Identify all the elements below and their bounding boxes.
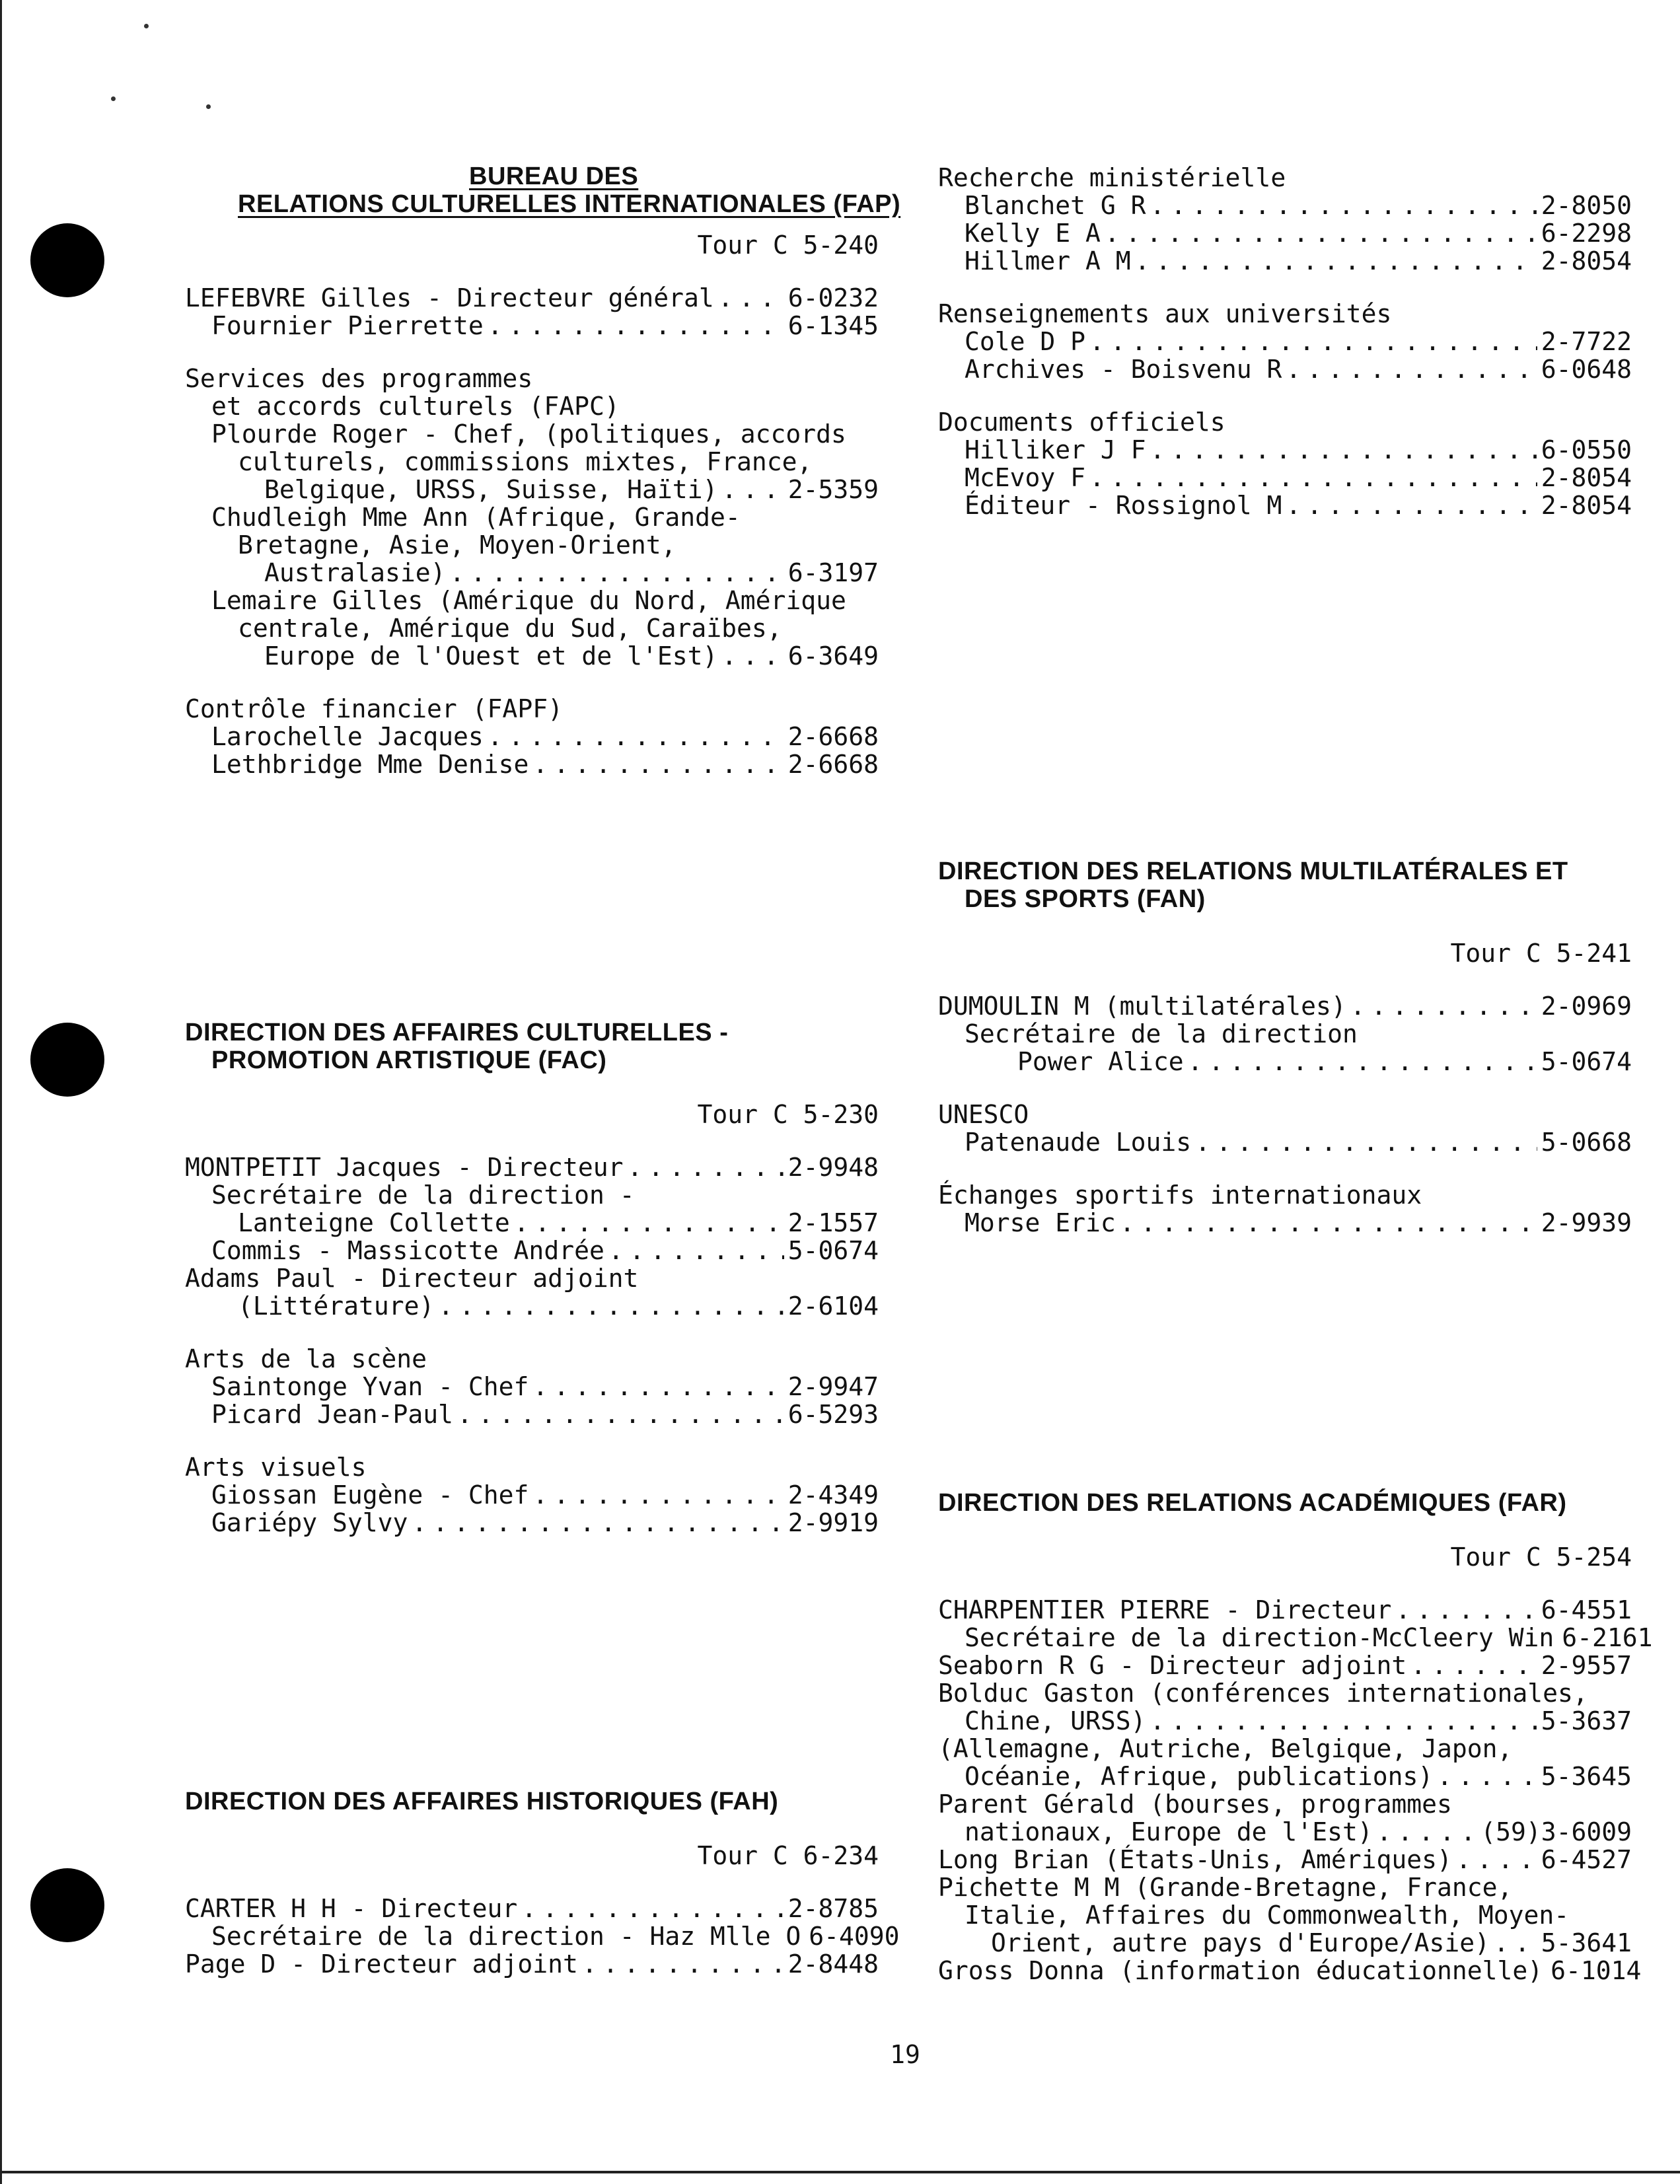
section-title: DIRECTION DES RELATIONS ACADÉMIQUES (FAR) bbox=[938, 1489, 1567, 1517]
entry-name: Gariépy Sylvy bbox=[211, 1508, 408, 1537]
entry-name: Lethbridge Mme Denise bbox=[211, 750, 529, 779]
directory-entry bbox=[185, 1401, 879, 1428]
directory-entry bbox=[938, 1707, 1632, 1735]
directory-entry bbox=[938, 1623, 1653, 1652]
page-number: 19 bbox=[890, 2040, 920, 2069]
entry-phone: 2-0969 bbox=[1541, 992, 1632, 1021]
entry-name: Lanteigne Collette bbox=[238, 1208, 510, 1237]
directory-entry bbox=[185, 1509, 879, 1537]
entry-name: LEFEBVRE Gilles - Directeur général bbox=[185, 283, 714, 312]
entry-name: Cole D P bbox=[965, 327, 1086, 356]
entry-name: Larochelle Jacques bbox=[211, 722, 484, 751]
scan-speck bbox=[144, 24, 149, 28]
section-title: RELATIONS CULTURELLES INTERNATIONALES (FAP) bbox=[238, 190, 901, 218]
tour-location: Tour C 5-241 bbox=[1450, 939, 1632, 968]
directory-entry bbox=[185, 642, 879, 670]
subsection-title: UNESCO bbox=[938, 1100, 1029, 1129]
entry-name: McEvoy F bbox=[965, 463, 1086, 492]
tour-location: Tour C 5-240 bbox=[697, 231, 879, 260]
entry-phone: 2-8054 bbox=[1541, 246, 1632, 275]
entry-phone: 2-9557 bbox=[1541, 1651, 1632, 1680]
directory-entry bbox=[938, 328, 1632, 355]
entry-name: Océanie, Afrique, publications) bbox=[965, 1762, 1434, 1791]
directory-entry bbox=[185, 476, 879, 503]
entry-phone: 6-0232 bbox=[787, 283, 879, 312]
entry-name: Page D - Directeur adjoint bbox=[185, 1949, 578, 1979]
entry-name: nationaux, Europe de l'Est) bbox=[965, 1817, 1373, 1846]
section-title: DIRECTION DES RELATIONS MULTILATÉRALES ET bbox=[938, 857, 1568, 885]
entry-name: Chine, URSS) bbox=[965, 1706, 1146, 1735]
directory-entry bbox=[185, 1950, 879, 1978]
scan-speck bbox=[111, 96, 116, 101]
subsection-title: Arts visuels bbox=[185, 1453, 367, 1482]
binder-hole-top bbox=[30, 223, 104, 297]
entry-name: MONTPETIT Jacques - Directeur bbox=[185, 1153, 624, 1182]
entry-name: Orient, autre pays d'Europe/Asie) bbox=[991, 1928, 1490, 1957]
entry-name: Secrétaire de la direction - Haz Mlle O bbox=[211, 1922, 801, 1951]
section-recherche bbox=[938, 164, 1632, 519]
entry-name: Fournier Pierrette bbox=[211, 311, 484, 340]
entry-text: Parent Gérald (bourses, programmes bbox=[938, 1790, 1452, 1819]
entry-phone: 2-8448 bbox=[787, 1949, 879, 1979]
entry-phone: 6-0648 bbox=[1541, 355, 1632, 384]
entry-name: Europe de l'Ouest et de l'Est) bbox=[264, 641, 718, 671]
entry-phone: (59)3-6009 bbox=[1480, 1817, 1632, 1846]
entry-phone: 2-8054 bbox=[1541, 463, 1632, 492]
directory-entry bbox=[938, 1846, 1632, 1874]
directory-entry bbox=[185, 1895, 879, 1922]
bottom-border-line bbox=[0, 2171, 1680, 2173]
entry-phone: 5-0674 bbox=[787, 1236, 879, 1265]
section-title: BUREAU DES bbox=[469, 163, 639, 190]
entry-phone: 6-5293 bbox=[787, 1400, 879, 1429]
directory-entry bbox=[185, 1209, 879, 1237]
directory-entry bbox=[938, 1929, 1632, 1957]
subsection-title: Arts de la scène bbox=[185, 1344, 427, 1373]
entry-name: Archives - Boisvenu R bbox=[965, 355, 1282, 384]
scan-speck bbox=[206, 104, 211, 109]
directory-entry bbox=[938, 1596, 1632, 1624]
entry-text: Italie, Affaires du Commonwealth, Moyen- bbox=[965, 1901, 1570, 1930]
directory-entry bbox=[185, 1481, 879, 1509]
tour-location: Tour C 5-230 bbox=[697, 1100, 879, 1129]
directory-entry bbox=[938, 491, 1632, 519]
section-fah bbox=[185, 1788, 900, 1979]
entry-phone: 6-0550 bbox=[1541, 435, 1632, 464]
entry-name: Gross Donna (information éducationnelle) bbox=[938, 1956, 1543, 1985]
entry-name: Morse Eric bbox=[965, 1208, 1116, 1237]
entry-text: Plourde Roger - Chef, (politiques, accords bbox=[211, 419, 846, 449]
entry-phone: 5-0668 bbox=[1541, 1128, 1632, 1157]
directory-entry bbox=[938, 1048, 1632, 1075]
entry-text: Adams Paul - Directeur adjoint bbox=[185, 1264, 639, 1293]
entry-phone: 6-2298 bbox=[1541, 219, 1632, 248]
entry-name: Patenaude Louis bbox=[965, 1128, 1192, 1157]
directory-entry bbox=[185, 1922, 900, 1951]
directory-entry bbox=[938, 247, 1632, 275]
directory-entry bbox=[938, 1209, 1632, 1237]
entry-text: Secrétaire de la direction - bbox=[211, 1181, 635, 1210]
entry-phone: 2-5359 bbox=[787, 475, 879, 504]
directory-entry bbox=[938, 355, 1632, 383]
entry-name: Secrétaire de la direction-McCleery Win bbox=[965, 1623, 1554, 1652]
entry-phone: 6-3649 bbox=[787, 641, 879, 671]
entry-text: Secrétaire de la direction bbox=[965, 1019, 1358, 1048]
left-border-line bbox=[0, 0, 2, 2184]
directory-entry bbox=[185, 750, 879, 778]
entry-phone: 2-9947 bbox=[787, 1372, 879, 1401]
entry-name: Éditeur - Rossignol M bbox=[965, 491, 1282, 520]
entry-text: (Allemagne, Autriche, Belgique, Japon, bbox=[938, 1734, 1513, 1763]
entry-text: Chudleigh Mme Ann (Afrique, Grande- bbox=[211, 503, 741, 532]
subsection-title: Documents officiels bbox=[938, 408, 1225, 437]
section-title: DES SPORTS (FAN) bbox=[965, 885, 1206, 913]
directory-entry bbox=[185, 1373, 879, 1401]
entry-phone: 5-3637 bbox=[1541, 1706, 1632, 1735]
entry-name: Giossan Eugène - Chef bbox=[211, 1480, 529, 1510]
binder-hole-bottom bbox=[30, 1868, 104, 1942]
entry-phone: 2-9948 bbox=[787, 1153, 879, 1182]
entry-name: Hillmer A M bbox=[965, 246, 1131, 275]
directory-entry bbox=[185, 1292, 879, 1320]
entry-phone: 2-8054 bbox=[1541, 491, 1632, 520]
section-fan bbox=[938, 857, 1632, 1237]
entry-name: Kelly E A bbox=[965, 219, 1101, 248]
entry-phone: 2-1557 bbox=[787, 1208, 879, 1237]
directory-entry bbox=[938, 1128, 1632, 1156]
subsection-title: et accords culturels (FAPC) bbox=[211, 392, 620, 421]
entry-name: Seaborn R G - Directeur adjoint bbox=[938, 1651, 1407, 1680]
subsection-title: Contrôle financier (FAPF) bbox=[185, 694, 563, 723]
entry-phone: 5-3641 bbox=[1541, 1928, 1632, 1957]
entry-text: centrale, Amérique du Sud, Caraïbes, bbox=[238, 614, 782, 643]
entry-phone: 2-4349 bbox=[787, 1480, 879, 1510]
entry-text: Bretagne, Asie, Moyen-Orient, bbox=[238, 530, 676, 560]
section-title: DIRECTION DES AFFAIRES CULTURELLES - bbox=[185, 1019, 729, 1046]
directory-entry bbox=[938, 192, 1632, 219]
section-title: DIRECTION DES AFFAIRES HISTORIQUES (FAH) bbox=[185, 1788, 779, 1815]
entry-phone: 5-0674 bbox=[1541, 1047, 1632, 1076]
entry-phone: 2-6668 bbox=[787, 722, 879, 751]
section-bureau-fap bbox=[185, 163, 901, 779]
entry-phone: 2-6668 bbox=[787, 750, 879, 779]
directory-entry bbox=[185, 723, 879, 750]
subsection-title: Services des programmes bbox=[185, 364, 533, 393]
entry-name: Australasie) bbox=[264, 558, 446, 587]
entry-phone: 2-8785 bbox=[787, 1894, 879, 1923]
entry-text: culturels, commissions mixtes, France, bbox=[238, 447, 813, 476]
entry-phone: 6-3197 bbox=[787, 558, 879, 587]
subsection-title: Renseignements aux universités bbox=[938, 299, 1392, 328]
entry-phone: 2-9939 bbox=[1541, 1208, 1632, 1237]
entry-text: Bolduc Gaston (conférences internationales, bbox=[938, 1679, 1588, 1708]
entry-phone: 6-1345 bbox=[787, 311, 879, 340]
entry-phone: 6-1014 bbox=[1551, 1956, 1642, 1985]
entry-name: DUMOULIN M (multilatérales) bbox=[938, 992, 1346, 1021]
entry-text: Pichette M M (Grande-Bretagne, France, bbox=[938, 1873, 1513, 1902]
directory-entry bbox=[185, 284, 879, 312]
entry-name: Power Alice bbox=[1017, 1047, 1184, 1076]
directory-entry bbox=[938, 436, 1632, 464]
tour-location: Tour C 6-234 bbox=[697, 1841, 879, 1870]
entry-phone: 2-8050 bbox=[1541, 191, 1632, 220]
entry-name: CHARPENTIER PIERRE - Directeur bbox=[938, 1595, 1392, 1624]
entry-name: (Littérature) bbox=[238, 1292, 435, 1321]
entry-phone: 2-6104 bbox=[787, 1292, 879, 1321]
entry-name: Saintonge Yvan - Chef bbox=[211, 1372, 529, 1401]
entry-phone: 6-4551 bbox=[1541, 1595, 1632, 1624]
directory-entry bbox=[938, 1652, 1632, 1679]
directory-entry bbox=[938, 1763, 1632, 1790]
subsection-title: Échanges sportifs internationaux bbox=[938, 1181, 1422, 1210]
directory-entry bbox=[938, 1818, 1632, 1846]
binder-hole-middle bbox=[30, 1023, 104, 1097]
entry-name: Long Brian (États-Unis, Amériques) bbox=[938, 1845, 1452, 1874]
directory-entry bbox=[938, 992, 1632, 1020]
section-far bbox=[938, 1489, 1653, 1985]
entry-text: Lemaire Gilles (Amérique du Nord, Amérique bbox=[211, 586, 846, 615]
entry-name: Commis - Massicotte Andrée bbox=[211, 1236, 604, 1265]
entry-name: CARTER H H - Directeur bbox=[185, 1894, 518, 1923]
entry-name: Picard Jean-Paul bbox=[211, 1400, 454, 1429]
entry-phone: 6-2161 bbox=[1562, 1623, 1653, 1652]
directory-entry bbox=[185, 312, 879, 340]
entry-phone: 6-4527 bbox=[1541, 1845, 1632, 1874]
entry-phone: 5-3645 bbox=[1541, 1762, 1632, 1791]
directory-entry bbox=[938, 1956, 1642, 1985]
entry-phone: 6-4090 bbox=[809, 1922, 900, 1951]
entry-name: Belgique, URSS, Suisse, Haïti) bbox=[264, 475, 718, 504]
directory-entry bbox=[185, 559, 879, 587]
section-title: PROMOTION ARTISTIQUE (FAC) bbox=[211, 1046, 607, 1074]
directory-entry bbox=[185, 1237, 879, 1264]
entry-phone: 2-7722 bbox=[1541, 327, 1632, 356]
section-fac bbox=[185, 1019, 879, 1537]
directory-entry bbox=[938, 219, 1632, 247]
tour-location: Tour C 5-254 bbox=[1450, 1543, 1632, 1572]
directory-entry bbox=[185, 1153, 879, 1181]
entry-name: Hilliker J F bbox=[965, 435, 1146, 464]
directory-entry bbox=[938, 464, 1632, 491]
subsection-title: Recherche ministérielle bbox=[938, 163, 1286, 192]
entry-phone: 2-9919 bbox=[787, 1508, 879, 1537]
entry-name: Blanchet G R bbox=[965, 191, 1146, 220]
